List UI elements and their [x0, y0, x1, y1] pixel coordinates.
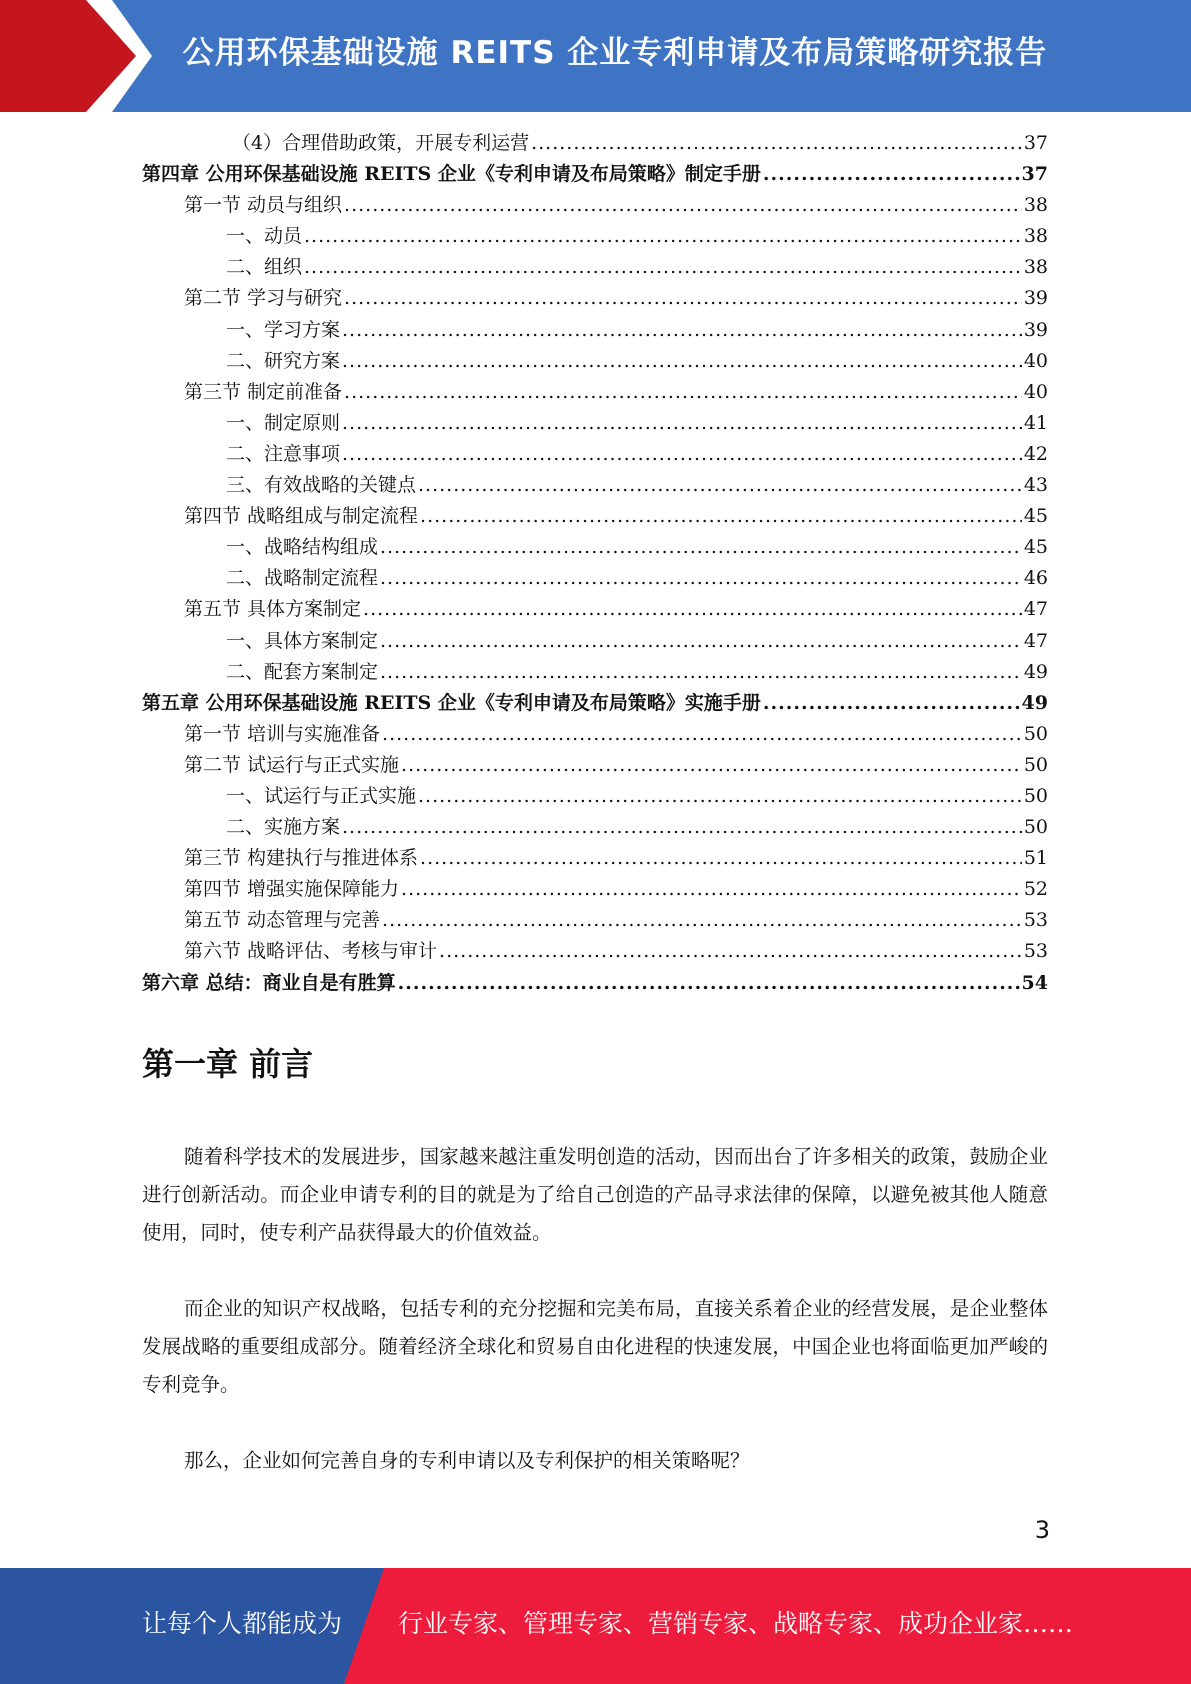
- toc-entry[interactable]: [142, 874, 1048, 905]
- toc-entry-title: （4）合理借助政策，开展专利运营: [232, 132, 530, 154]
- toc-dot-leader: [418, 781, 1022, 812]
- toc-dot-leader: [382, 905, 1022, 936]
- toc-dot-leader: [342, 408, 1022, 439]
- toc-entry-title: 第三节 构建执行与推进体系: [184, 847, 419, 870]
- toc-page-number: 37: [1021, 163, 1048, 186]
- toc-entry-title: 二、配套方案制定: [226, 660, 379, 683]
- toc-entry[interactable]: [142, 159, 1048, 190]
- toc-entry-title: 第五节 动态管理与完善: [184, 909, 381, 932]
- toc-entry-title: 一、试运行与正式实施: [226, 784, 417, 807]
- toc-page-number: 50: [1023, 784, 1048, 807]
- toc-entry[interactable]: [142, 843, 1048, 874]
- toc-entry-title: 第一节 培训与实施准备: [184, 722, 381, 745]
- toc-page-number: 46: [1023, 567, 1048, 590]
- toc-page-number: 39: [1023, 287, 1048, 310]
- toc-entry-title: 第四节 战略组成与制定流程: [184, 505, 419, 528]
- toc-entry-title: 一、学习方案: [226, 318, 341, 341]
- toc-entry-title: 第二节 学习与研究: [184, 287, 343, 310]
- toc-page-number: 40: [1023, 380, 1048, 403]
- toc-entry-title: 一、具体方案制定: [226, 629, 379, 652]
- toc-page-number: 43: [1023, 474, 1048, 497]
- toc-dot-leader: [401, 874, 1022, 905]
- toc-entry[interactable]: [142, 657, 1048, 688]
- toc-entry[interactable]: [142, 283, 1048, 314]
- toc-entry-title: 三、有效战略的关键点: [226, 474, 417, 497]
- table-of-contents: [142, 128, 1048, 999]
- toc-dot-leader: [342, 439, 1022, 470]
- toc-page-number: 49: [1021, 691, 1048, 714]
- toc-entry[interactable]: [142, 439, 1048, 470]
- toc-entry-title: 第三节 制定前准备: [184, 380, 343, 403]
- toc-entry[interactable]: [142, 563, 1048, 594]
- body-paragraph: 而企业的知识产权战略，包括专利的充分挖掘和完美布局，直接关系着企业的经营发展，是企业整体发展战略的重要组成部分。随着经济全球化和贸易自由化进程的快速发展，中国企业也将面临更加严峻的专利竞争。: [142, 1297, 1048, 1396]
- toc-dot-leader: [420, 843, 1022, 874]
- toc-dot-leader: [304, 252, 1022, 283]
- toc-dot-leader: [380, 532, 1022, 563]
- toc-entry-title: 二、组织: [226, 256, 303, 279]
- toc-entry[interactable]: [142, 252, 1048, 283]
- toc-page-number: 38: [1023, 256, 1048, 279]
- toc-entry[interactable]: [142, 626, 1048, 657]
- toc-entry[interactable]: [142, 346, 1048, 377]
- toc-entry-title: 第六章 总结：商业自是有胜算: [142, 971, 396, 994]
- toc-page-number: 54: [1021, 971, 1048, 994]
- footer-slogan-left: 让每个人都能成为: [142, 1609, 343, 1638]
- toc-entry-title: 第一节 动员与组织: [184, 194, 343, 217]
- toc-entry[interactable]: [142, 688, 1048, 719]
- toc-entry[interactable]: [142, 128, 1048, 159]
- toc-page-number: 50: [1023, 753, 1048, 776]
- toc-entry-title: 一、战略结构组成: [226, 536, 379, 559]
- toc-dot-leader: [342, 812, 1022, 843]
- toc-dot-leader: [344, 377, 1022, 408]
- toc-dot-leader: [531, 128, 1022, 159]
- toc-dot-leader: [382, 719, 1022, 750]
- toc-page-number: 38: [1023, 194, 1048, 217]
- toc-dot-leader: [763, 159, 1020, 190]
- toc-page-number: 50: [1023, 722, 1048, 745]
- toc-page-number: 53: [1023, 940, 1048, 963]
- toc-entry-title: 第五章 公用环保基础设施 REITS 企业《专利申请及布局策略》实施手册: [142, 691, 761, 714]
- toc-dot-leader: [439, 936, 1022, 967]
- toc-entry[interactable]: [142, 501, 1048, 532]
- toc-page-number: 47: [1023, 598, 1048, 621]
- toc-dot-leader: [380, 626, 1022, 657]
- toc-entry[interactable]: [142, 532, 1048, 563]
- toc-entry-title: 二、研究方案: [226, 349, 341, 372]
- toc-dot-leader: [380, 657, 1022, 688]
- toc-entry-title: 第五节 具体方案制定: [184, 598, 362, 621]
- toc-entry-title: 第四章 公用环保基础设施 REITS 企业《专利申请及布局策略》制定手册: [142, 163, 761, 186]
- toc-entry-title: 二、实施方案: [226, 816, 341, 839]
- toc-page-number: 49: [1023, 660, 1048, 683]
- toc-page-number: 40: [1023, 349, 1048, 372]
- toc-dot-leader: [363, 594, 1022, 625]
- toc-entry-title: 第四节 增强实施保障能力: [184, 878, 400, 901]
- toc-entry[interactable]: [142, 936, 1048, 967]
- toc-page-number: 41: [1023, 411, 1048, 434]
- toc-page-number: 50: [1023, 816, 1048, 839]
- page-header: [0, 0, 1191, 112]
- toc-page-number: 37: [1023, 132, 1048, 154]
- toc-entry-title: 第六节 战略评估、考核与审计: [184, 940, 438, 963]
- toc-page-number: 45: [1023, 505, 1048, 528]
- toc-entry-title: 二、战略制定流程: [226, 567, 379, 590]
- toc-dot-leader: [344, 283, 1022, 314]
- body-paragraph: 那么，企业如何完善自身的专利申请以及专利保护的相关策略呢？: [184, 1449, 750, 1472]
- toc-entry[interactable]: [142, 315, 1048, 346]
- body-paragraph: 随着科学技术的发展进步，国家越来越注重发明创造的活动，因而出台了许多相关的政策，鼓励企业进行创新活动。而企业申请专利的目的就是为了给自己创造的产品寻求法律的保障，以避免被其他人随意使用，同时，使专利产品获得最大的价值效益。: [142, 1145, 1048, 1244]
- toc-dot-leader: [342, 346, 1022, 377]
- toc-dot-leader: [763, 688, 1020, 719]
- toc-entry[interactable]: [142, 408, 1048, 439]
- toc-dot-leader: [342, 315, 1022, 346]
- toc-page-number: 38: [1023, 225, 1048, 248]
- toc-entry-title: 一、动员: [226, 225, 303, 248]
- toc-page-number: 45: [1023, 536, 1048, 559]
- page-footer: [0, 1568, 1191, 1684]
- toc-page-number: 42: [1023, 442, 1048, 465]
- toc-dot-leader: [304, 221, 1022, 252]
- toc-entry-title: 二、注意事项: [226, 442, 341, 465]
- toc-dot-leader: [418, 470, 1022, 501]
- toc-entry[interactable]: [142, 190, 1048, 221]
- toc-entry[interactable]: [142, 905, 1048, 936]
- toc-entry[interactable]: [142, 470, 1048, 501]
- toc-entry[interactable]: [142, 719, 1048, 750]
- toc-entry-title: 一、制定原则: [226, 411, 341, 434]
- toc-entry[interactable]: [142, 221, 1048, 252]
- toc-dot-leader: [420, 501, 1022, 532]
- toc-entry[interactable]: [142, 812, 1048, 843]
- toc-dot-leader: [380, 563, 1022, 594]
- document-title: 公用环保基础设施 REITS 企业专利申请及布局策略研究报告: [182, 35, 1048, 71]
- toc-entry-title: 第二节 试运行与正式实施: [184, 753, 400, 776]
- toc-entry[interactable]: [142, 377, 1048, 408]
- toc-page-number: 52: [1023, 878, 1048, 901]
- toc-page-number: 47: [1023, 629, 1048, 652]
- chapter-title: 第一章 前言: [142, 1045, 314, 1083]
- toc-page-number: 39: [1023, 318, 1048, 341]
- toc-entry[interactable]: [142, 781, 1048, 812]
- toc-entry[interactable]: [142, 594, 1048, 625]
- toc-page-number: 51: [1023, 847, 1048, 870]
- toc-entry[interactable]: [142, 750, 1048, 781]
- toc-dot-leader: [344, 190, 1022, 221]
- toc-dot-leader: [398, 968, 1020, 999]
- toc-dot-leader: [401, 750, 1022, 781]
- page-number: 3: [1034, 1516, 1050, 1544]
- footer-slogan-right: 行业专家、管理专家、营销专家、战略专家、成功企业家……: [398, 1609, 1074, 1638]
- toc-entry[interactable]: [142, 968, 1048, 999]
- toc-page-number: 53: [1023, 909, 1048, 932]
